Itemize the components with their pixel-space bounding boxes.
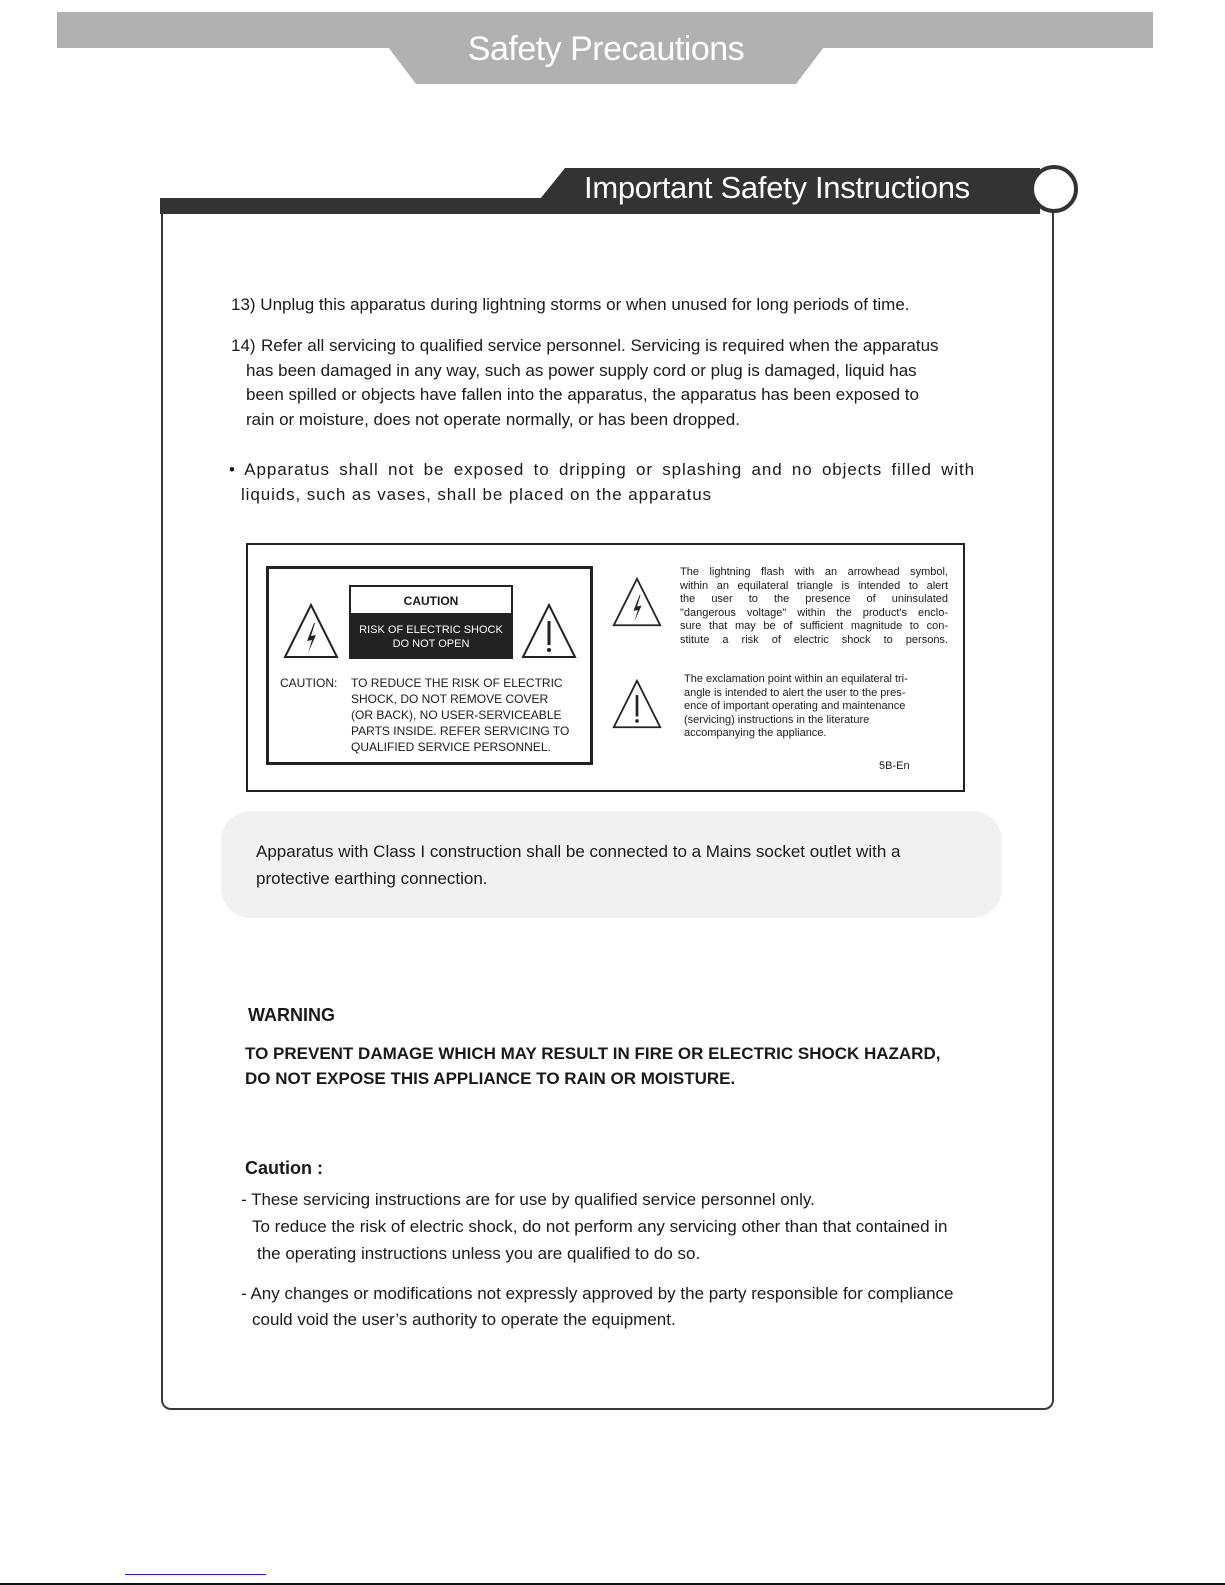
symbol-text-line: sure that may be of sufficient magnitude to con- bbox=[680, 620, 948, 632]
instruction-14-line: rain or moisture, does not operate normally, or has been dropped. bbox=[246, 409, 740, 429]
caution-line: To reduce the risk of electric shock, do not perform any servicing other than that contained in bbox=[252, 1217, 948, 1236]
symbol-text-line: The lightning flash with an arrowhead symbol, bbox=[680, 566, 948, 578]
caution-line: the operating instructions unless you are qualified to do so. bbox=[257, 1244, 701, 1263]
exclamation-symbol-description bbox=[684, 673, 944, 741]
instruction-14 bbox=[231, 334, 976, 432]
dripping-notice-line: • Apparatus shall not be exposed to dripping or splashing and no objects filled with bbox=[229, 460, 975, 479]
caution-heading: CAUTION bbox=[349, 585, 513, 615]
warning-line: TO PREVENT DAMAGE WHICH MAY RESULT IN FIRE OR ELECTRIC SHOCK HAZARD, bbox=[245, 1044, 941, 1063]
warning-text bbox=[245, 1041, 1005, 1091]
page-title: Safety Precautions bbox=[467, 30, 745, 68]
footer-link-underline[interactable] bbox=[125, 1574, 266, 1575]
caution-text-line: SHOCK, DO NOT REMOVE COVER bbox=[351, 692, 549, 706]
warning-line: DO NOT EXPOSE THIS APPLIANCE TO RAIN OR MOISTURE. bbox=[245, 1069, 736, 1088]
risk-of-shock-block bbox=[349, 614, 513, 659]
do-not-open-line: DO NOT OPEN bbox=[392, 638, 470, 650]
dripping-notice bbox=[229, 458, 975, 507]
caution-text-line: PARTS INSIDE. REFER SERVICING TO bbox=[351, 724, 570, 738]
symbol-text-line: (servicing) instructions in the literature bbox=[684, 713, 870, 726]
caution-text-line: QUALIFIED SERVICE PERSONNEL. bbox=[351, 740, 551, 754]
exclamation-symbol-icon bbox=[612, 679, 662, 729]
caution-text-line: TO REDUCE THE RISK OF ELECTRIC bbox=[351, 676, 563, 690]
symbol-text-line: within an equilateral triangle is intended to alert bbox=[680, 579, 948, 592]
symbol-text-line: angle is intended to alert the user to the pres- bbox=[684, 686, 906, 699]
instruction-14-line: been spilled or objects have fallen into the apparatus, the apparatus has been exposed to bbox=[246, 385, 919, 404]
instruction-13: 13) Unplug this apparatus during lightning storms or when unused for long periods of time. bbox=[231, 295, 910, 314]
symbol-text-line: accompanying the appliance. bbox=[684, 727, 827, 739]
symbol-text-line: stitute a risk of electric shock to persons. bbox=[680, 633, 948, 646]
exclamation-triangle-icon bbox=[521, 603, 577, 659]
symbol-text-line: The exclamation point within an equilateral tri- bbox=[684, 673, 908, 685]
instruction-14-line: has been damaged in any way, such as power supply cord or plug is damaged, liquid has bbox=[246, 360, 917, 380]
caution-prefix: CAUTION: bbox=[280, 676, 338, 690]
caution-title: Caution : bbox=[245, 1158, 323, 1178]
symbol-text-line: "dangerous voltage" within the product's enclo- bbox=[680, 606, 948, 619]
warning-title: WARNING bbox=[248, 1005, 335, 1025]
risk-line: RISK OF ELECTRIC SHOCK bbox=[359, 624, 503, 636]
caution-text-line: (OR BACK), NO USER-SERVICEABLE bbox=[351, 708, 562, 722]
class1-note-text bbox=[256, 838, 966, 892]
caution-line: - These servicing instructions are for use by qualified service personnel only. bbox=[241, 1190, 815, 1209]
lightning-triangle-icon bbox=[283, 603, 339, 659]
note-line: Apparatus with Class I construction shall be connected to a Mains socket outlet with a bbox=[256, 842, 901, 861]
label-code: 5B-En bbox=[879, 760, 910, 772]
symbol-text-line: ence of important operating and maintenance bbox=[684, 700, 906, 712]
lightning-symbol-icon bbox=[612, 577, 662, 627]
caution-line: could void the user’s authority to operate the equipment. bbox=[252, 1310, 676, 1329]
instruction-14-line: Refer all servicing to qualified service personnel. Servicing is required when the apparatus bbox=[261, 336, 939, 355]
caution-line: - Any changes or modifications not expressly approved by the party responsible for compliance bbox=[241, 1284, 954, 1303]
symbol-text-line: the user to the presence of uninsulated bbox=[680, 593, 948, 605]
lightning-symbol-description bbox=[680, 566, 948, 647]
dripping-notice-line: liquids, such as vases, shall be placed on the apparatus bbox=[241, 484, 712, 504]
note-line: protective earthing connection. bbox=[256, 869, 488, 888]
section-title: Important Safety Instructions bbox=[584, 170, 970, 205]
instruction-14-number: 14) bbox=[231, 336, 256, 355]
caution-label-text bbox=[351, 675, 569, 755]
